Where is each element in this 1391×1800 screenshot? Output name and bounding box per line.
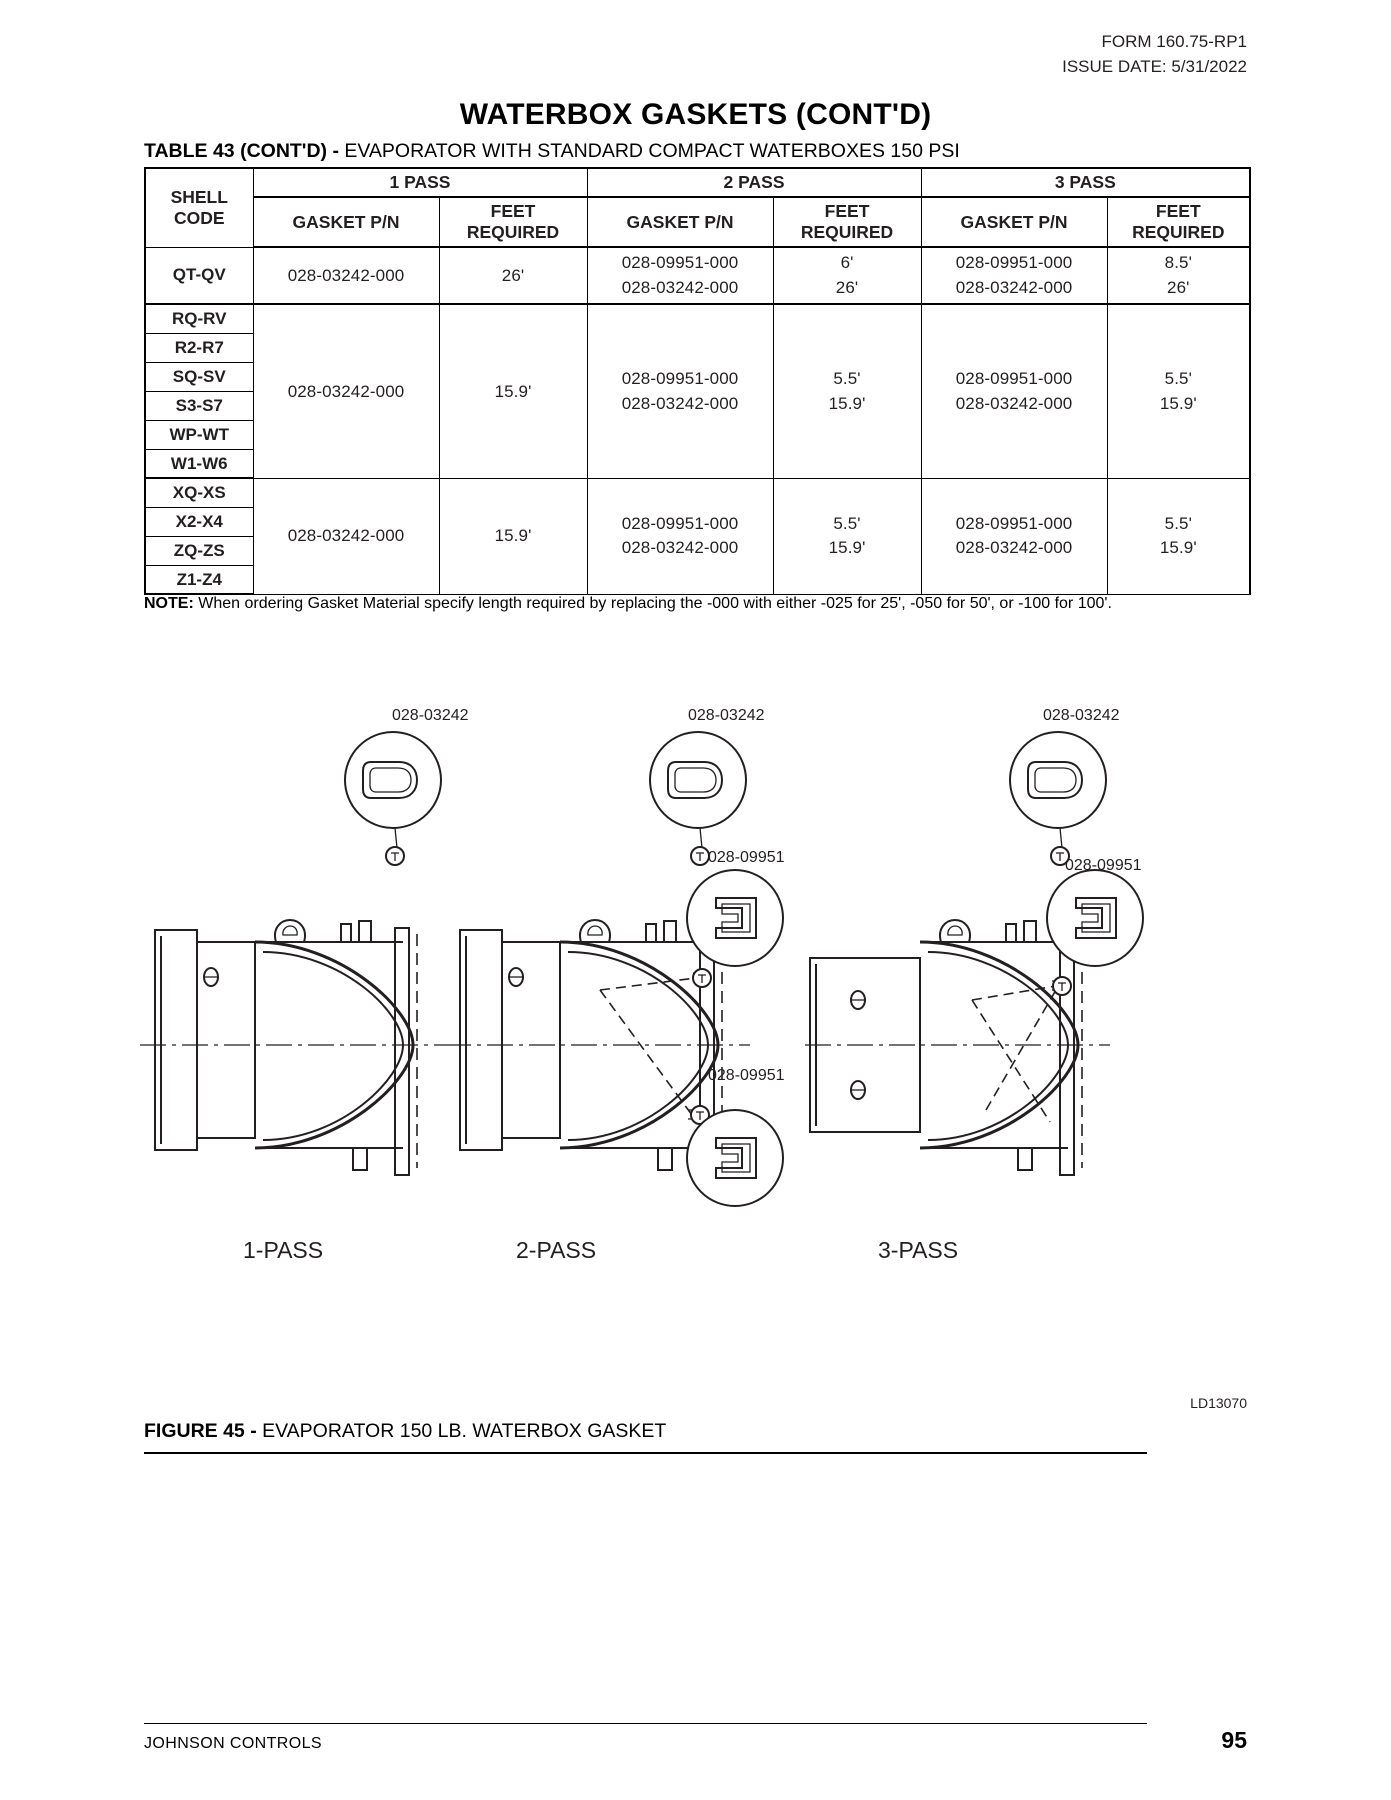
- header-feet-required-2: [773, 197, 921, 247]
- p1-feet: 15.9': [439, 304, 587, 478]
- table-row: [145, 247, 1250, 304]
- header-2-pass: 2 PASS: [587, 168, 921, 197]
- p2-feet: [773, 247, 921, 304]
- p3-pn-a: 028-09951-000: [955, 368, 1073, 388]
- p3-pn-a: 028-09951-000: [955, 513, 1073, 533]
- p3-feet-b: 15.9': [1159, 393, 1197, 413]
- table-caption-text: EVAPORATOR WITH STANDARD COMPACT WATERBOXES 150 PSI: [338, 140, 960, 162]
- feet-line2-a: REQUIRED: [466, 222, 560, 242]
- diagram-2-pass: [445, 732, 783, 1206]
- shell-code-cell: SQ-SV: [145, 362, 253, 391]
- shell-code-cell: R2-R7: [145, 333, 253, 362]
- header-gasket-pn-2: GASKET P/N: [587, 197, 773, 247]
- shell-code-cell: ZQ-ZS: [145, 536, 253, 565]
- footer-divider: [144, 1723, 1147, 1724]
- p3-gasket-pn: [921, 304, 1107, 478]
- p3-pn-a: 028-09951-000: [955, 253, 1073, 272]
- p2-feet-a: 6': [840, 253, 854, 272]
- figure-caption-label: FIGURE 45 -: [144, 1420, 257, 1442]
- p3-feet: [1107, 478, 1250, 594]
- note-text: When ordering Gasket Material specify length required by replacing the -000 with either -025 for 25', -050 for 50', or -100 for 100'.: [193, 595, 1112, 612]
- table-header-row-1: [145, 168, 1250, 197]
- note: [144, 594, 1204, 615]
- p2-feet-b: 26': [835, 277, 859, 297]
- table-row: [145, 478, 1250, 507]
- diagram-1-pass: [140, 732, 445, 1175]
- p3-feet-b: 15.9': [1159, 538, 1197, 558]
- shell-code-cell: WP-WT: [145, 420, 253, 449]
- shell-code-cell: XQ-XS: [145, 478, 253, 507]
- shell-code-cell: W1-W6: [145, 449, 253, 478]
- table-row: [145, 304, 1250, 333]
- shell-code-cell: S3-S7: [145, 391, 253, 420]
- feet-line1-b: FEET: [824, 201, 870, 221]
- table-caption: [144, 140, 1244, 163]
- drawing-code: LD13070: [1190, 1395, 1247, 1411]
- p3-gasket-pn: [921, 478, 1107, 594]
- p3-feet-a: 5.5': [1164, 368, 1192, 388]
- callout-2pass-09951-upper: 028-09951: [708, 849, 785, 866]
- p2-pn-b: 028-03242-000: [621, 277, 739, 297]
- table-body: [145, 247, 1250, 594]
- note-label: NOTE:: [144, 595, 194, 612]
- p2-gasket-pn: [587, 247, 773, 304]
- figure-caption-text: EVAPORATOR 150 LB. WATERBOX GASKET: [256, 1420, 667, 1442]
- header-3-pass: 3 PASS: [921, 168, 1250, 197]
- p2-feet-a: 5.5': [833, 368, 861, 388]
- p2-feet: [773, 478, 921, 594]
- waterbox-gasket-diagram: [0, 690, 1391, 1290]
- p1-gasket-pn: 028-03242-000: [253, 304, 439, 478]
- header-gasket-pn-1: GASKET P/N: [253, 197, 439, 247]
- p2-pn-b: 028-03242-000: [621, 393, 739, 413]
- header-feet-required-1: [439, 197, 587, 247]
- p1-feet: 26': [439, 247, 587, 304]
- figure-45-drawing: [0, 690, 1391, 1290]
- callout-2pass-03242: 028-03242: [688, 707, 765, 724]
- table-caption-label: TABLE 43 (CONT'D) -: [144, 140, 339, 162]
- p2-pn-a: 028-09951-000: [621, 513, 739, 533]
- feet-line1-c: FEET: [1155, 201, 1201, 221]
- document-header: [1062, 30, 1247, 79]
- p3-feet: [1107, 247, 1250, 304]
- header-shell-code: [145, 168, 253, 247]
- shell-code-cell: RQ-RV: [145, 304, 253, 333]
- form-number: FORM 160.75-RP1: [1101, 32, 1247, 51]
- shell-code-cell: Z1-Z4: [145, 565, 253, 594]
- callout-3pass-09951: 028-09951: [1065, 857, 1142, 874]
- issue-date: ISSUE DATE: 5/31/2022: [1062, 56, 1247, 76]
- p2-gasket-pn: [587, 304, 773, 478]
- p3-pn-b: 028-03242-000: [955, 393, 1073, 413]
- p2-feet-a: 5.5': [833, 513, 861, 533]
- p2-feet-b: 15.9': [828, 538, 866, 558]
- label-3-pass: 3-PASS: [878, 1237, 959, 1263]
- header-gasket-pn-3: GASKET P/N: [921, 197, 1107, 247]
- label-2-pass: 2-PASS: [516, 1237, 597, 1263]
- p1-gasket-pn: 028-03242-000: [253, 247, 439, 304]
- p1-feet: 15.9': [439, 478, 587, 594]
- p2-pn-a: 028-09951-000: [621, 253, 739, 272]
- p3-pn-b: 028-03242-000: [955, 277, 1073, 297]
- p3-feet: [1107, 304, 1250, 478]
- shell-code-cell: X2-X4: [145, 507, 253, 536]
- feet-line1-a: FEET: [490, 201, 536, 221]
- header-feet-required-3: [1107, 197, 1250, 247]
- table-header-row-2: [145, 197, 1250, 247]
- p2-pn-b: 028-03242-000: [621, 538, 739, 558]
- callout-3pass-03242: 028-03242: [1043, 707, 1120, 724]
- figure-caption: [144, 1420, 1147, 1454]
- p3-pn-b: 028-03242-000: [955, 538, 1073, 558]
- gasket-table-container: [144, 167, 1225, 595]
- footer-page-number: 95: [1221, 1727, 1247, 1753]
- feet-line2-c: REQUIRED: [1132, 222, 1225, 242]
- shell-code-line2: CODE: [173, 207, 225, 228]
- p2-pn-a: 028-09951-000: [621, 368, 739, 388]
- page-title: WATERBOX GASKETS (CONT'D): [459, 98, 932, 131]
- p1-gasket-pn: 028-03242-000: [253, 478, 439, 594]
- callout-1pass-03242: 028-03242: [392, 707, 469, 724]
- feet-line2-b: REQUIRED: [800, 222, 894, 242]
- header-1-pass: 1 PASS: [253, 168, 587, 197]
- callout-2pass-09951-lower: 028-09951: [708, 1067, 785, 1084]
- diagram-3-pass: [805, 732, 1143, 1175]
- shell-code-cell: QT-QV: [145, 247, 253, 304]
- label-1-pass: 1-PASS: [243, 1237, 324, 1263]
- p2-gasket-pn: [587, 478, 773, 594]
- p2-feet: [773, 304, 921, 478]
- p2-feet-b: 15.9': [828, 393, 866, 413]
- p3-feet-b: 26': [1167, 277, 1190, 297]
- p3-feet-a: 8.5': [1164, 253, 1192, 272]
- shell-code-line1: SHELL: [170, 186, 228, 207]
- p3-gasket-pn: [921, 247, 1107, 304]
- p3-feet-a: 5.5': [1164, 513, 1192, 533]
- footer-company: JOHNSON CONTROLS: [144, 1735, 322, 1752]
- gasket-table: [144, 167, 1251, 595]
